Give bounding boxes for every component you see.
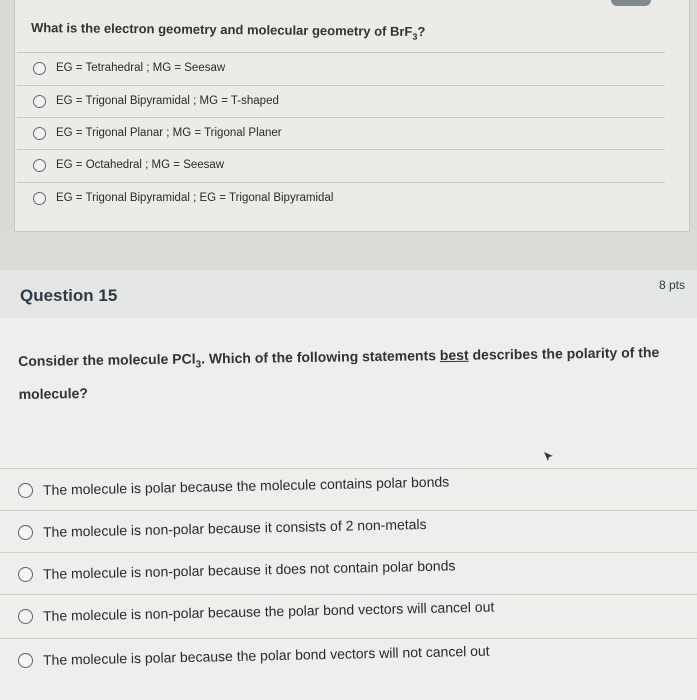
radio-button[interactable] [33,127,46,140]
emphasis-word: best [439,346,469,364]
answer-option-label: EG = Trigonal Bipyramidal ; MG = T-shaped [56,95,279,107]
radio-button[interactable] [33,62,46,75]
answer-option[interactable] [0,510,697,553]
answer-option[interactable] [17,182,665,213]
question-separator [0,232,697,270]
radio-button[interactable] [33,159,46,172]
radio-button[interactable] [33,95,46,108]
points-badge-fragment [611,0,651,6]
question-body [0,318,697,700]
answer-option[interactable] [0,552,697,595]
answer-option-label: EG = Trigonal Planar ; MG = Trigonal Planer [56,127,282,139]
answer-option[interactable] [17,52,665,83]
question-title: Question 15 [20,286,118,305]
previous-question-card [14,0,690,232]
answer-option[interactable] [17,117,665,148]
answer-option-label: EG = Tetrahedral ; MG = Seesaw [56,62,226,74]
answer-option-label: EG = Trigonal Bipyramidal ; EG = Trigonal Bipyramidal [56,192,334,204]
answer-option-label: The molecule is polar because the molecule contains polar bonds [42,473,450,498]
previous-question-prompt: What is the electron geometry and molecular geometry of BrF$_3$? [30,20,426,42]
question-prompt: Consider the molecule PCl$_3$. Which of the following statements best describes the polarity of the molecule? [18,344,660,402]
radio-button[interactable] [18,525,33,540]
radio-button[interactable] [18,653,33,668]
answer-option[interactable] [0,594,697,637]
mouse-cursor-icon [542,450,554,462]
answer-option-label: The molecule is non-polar because it does not contain polar bonds [42,557,456,582]
answer-option[interactable] [17,149,665,180]
answer-option-label: The molecule is polar because the polar bond vectors will not cancel out [42,642,490,668]
answer-option[interactable] [0,468,697,511]
answer-option-label: The molecule is non-polar because the polar bond vectors will cancel out [42,598,495,624]
answer-option-label: EG = Octahedral ; MG = Seesaw [56,159,225,171]
radio-button[interactable] [18,609,33,624]
question-header [0,270,697,319]
answer-option-label: The molecule is non-polar because it consists of 2 non-metals [42,515,427,540]
radio-button[interactable] [18,483,33,498]
answer-option[interactable] [17,85,665,116]
question-points: 8 pts [658,278,685,292]
answer-option[interactable] [0,638,697,681]
radio-button[interactable] [18,567,33,582]
radio-button[interactable] [33,192,46,205]
